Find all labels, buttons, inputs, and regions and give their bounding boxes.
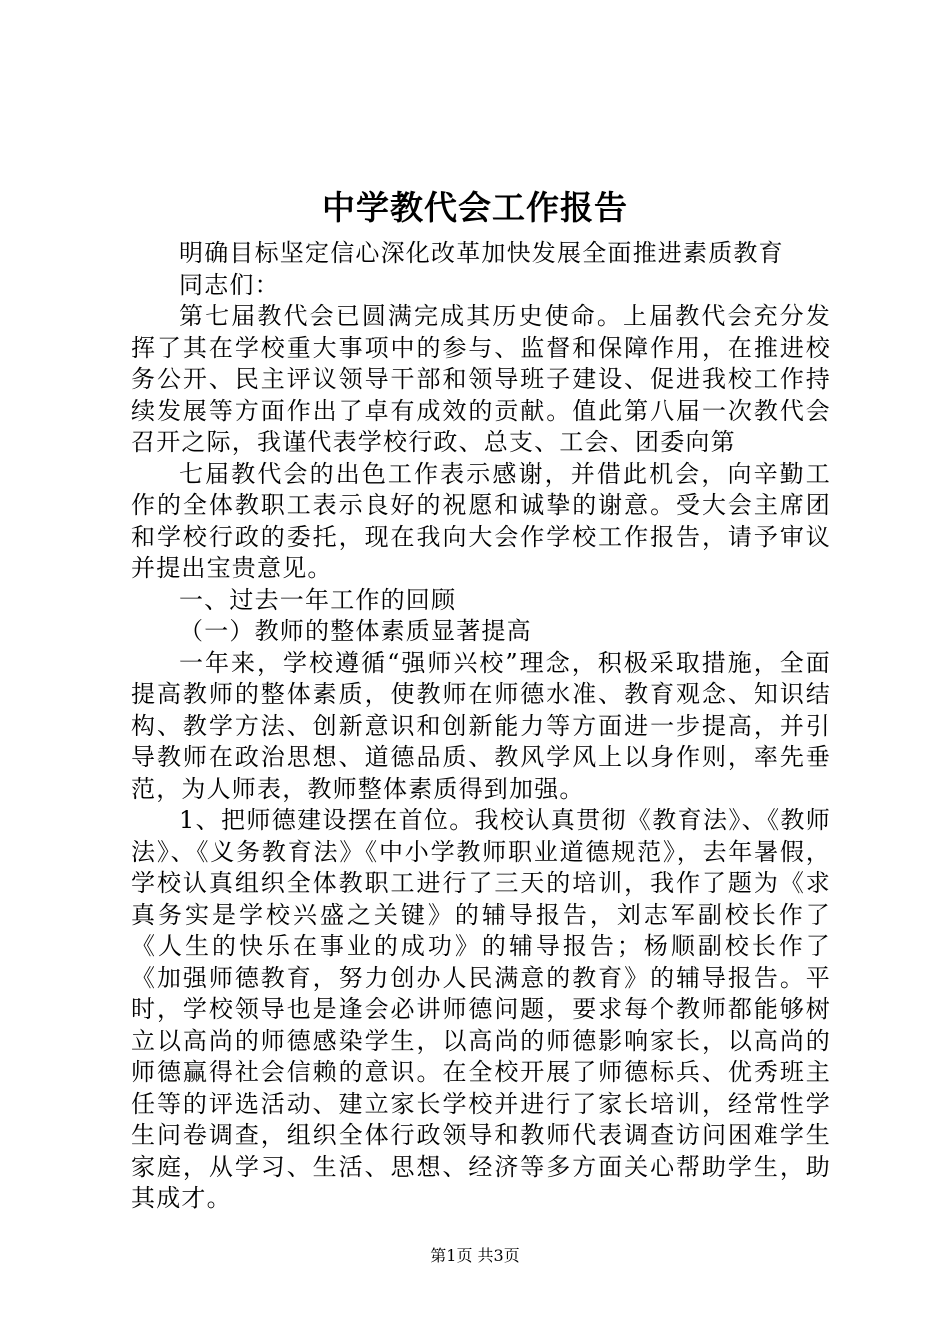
page-footer: 第1页 共3页 bbox=[430, 1246, 520, 1265]
body-paragraph: 七届教代会的出色工作表示感谢，并借此机会，向辛勤工作的全体教职工表示良好的祝愿和诚挚的谢意。受大会主席团和学校行政的委托，现在我向大会作学校工作报告，请予审议并提出宝贵意见。 bbox=[131, 459, 831, 582]
subsection-heading: （一）教师的整体素质显著提高 bbox=[179, 617, 532, 645]
body-paragraph: 第七届教代会已圆满完成其历史使命。上届教代会充分发挥了其在学校重大事项中的参与、监督和保障作用，在推进校务公开、民主评议领导干部和领导班子建设、促进我校工作持续发展等方面作出了卓有成效的贡献。值此第八届一次教代会召开之际，我谨代表学校行政、总支、工会、团委向第 bbox=[131, 302, 831, 456]
body-paragraph: 一年来，学校遵循“强师兴校”理念，积极采取措施，全面提高教师的整体素质，使教师在师德水准、教育观念、知识结构、教学方法、创新意识和创新能力等方面进一步提高，并引导教师在政治思想、道德品质、教风学风上以身作则，率先垂范，为人师表，教师整体素质得到加强。 bbox=[131, 648, 831, 803]
subtitle-paragraph: 明确目标坚定信心深化改革加快发展全面推进素质教育 bbox=[179, 239, 784, 267]
section-heading: 一、过去一年工作的回顾 bbox=[179, 585, 457, 614]
document-title: 中学教代会工作报告 bbox=[322, 188, 628, 227]
salutation-paragraph: 同志们： bbox=[179, 270, 280, 299]
body-paragraph: 1、把师德建设摆在首位。我校认真贯彻《教育法》、《教师法》、《义务教育法》《中小学教师职业道德规范》，去年暑假，学校认真组织全体教职工进行了三天的培训，我作了题为《求真务实是学校兴盛之关键》的辅导报告，刘志军副校长作了《人生的快乐在事业的成功》的辅导报告；杨顺副校长作了《加强师德教育，努力创办人民满意的教育》的辅导报告。平时，学校领导也是逢会必讲师德问题，要求每个教师都能够树立以高尚的师德感染学生，以高尚的师德影响家长，以高尚的师德赢得社会信赖的意识。在全校开展了师德标兵、优秀班主任等的评选活动、建立家长学校并进行了家长培训，经常性学生问卷调查，组织全体行政领导和教师代表调查访问困难学生家庭，从学习、生活、思想、经济等多方面关心帮助学生，助其成才。 bbox=[131, 806, 831, 1212]
document-body bbox=[131, 238, 831, 1215]
